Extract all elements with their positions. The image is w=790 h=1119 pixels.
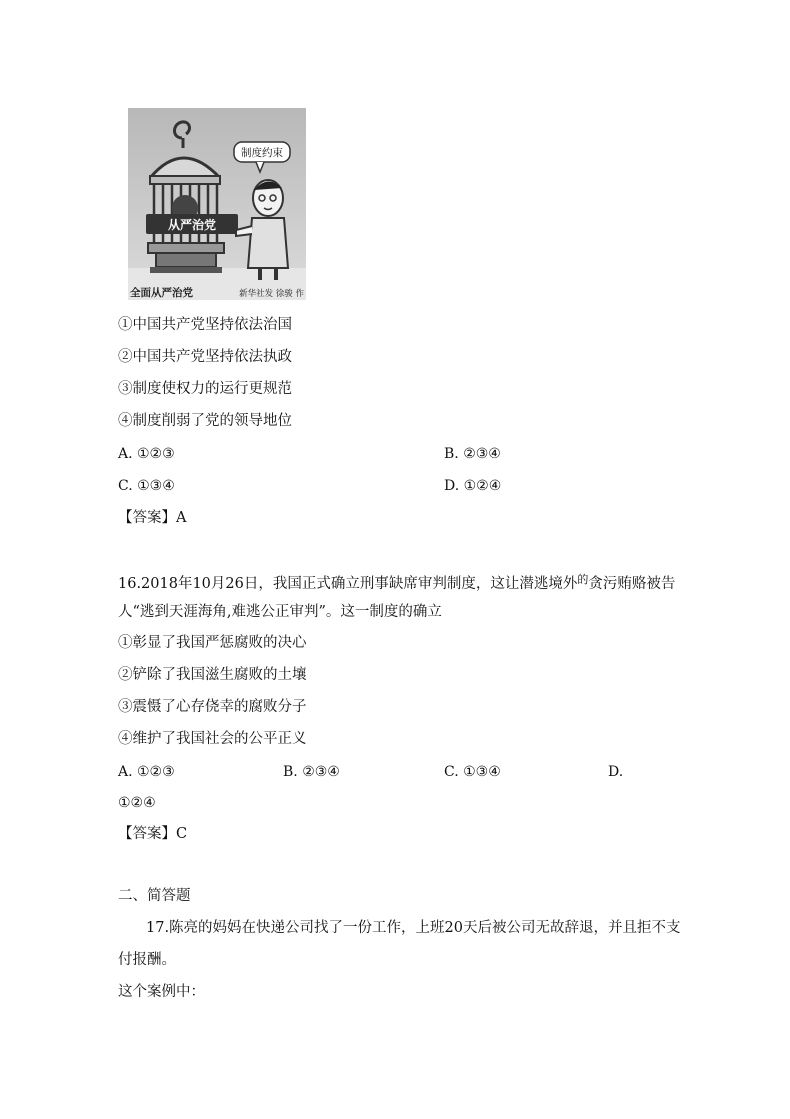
q16-option-a: A. ①②③: [118, 764, 175, 780]
q15-option-d: D. ①②④: [444, 478, 502, 494]
q16-statement-2: ②铲除了我国滋生腐败的土壤: [118, 667, 307, 683]
cartoon-credit: 新华社发 徐骏 作: [239, 289, 304, 299]
q16-statement-3: ③震慑了心存侥幸的腐败分子: [118, 699, 307, 715]
q15-statement-3: ③制度使权力的运行更规范: [118, 381, 292, 397]
q15-statement-2: ②中国共产党坚持依法执政: [118, 349, 292, 365]
q16-option-d-wrap: ①②④: [118, 795, 156, 811]
q16-stem-part-b: 贪污贿赂被告: [588, 576, 676, 592]
q16-statement-1: ①彰显了我国严惩腐败的决心: [118, 635, 307, 651]
q16-stem-superscript: 的: [577, 573, 589, 586]
q15-option-a: A. ①②③: [118, 446, 175, 462]
section-heading: 二、简答题: [118, 888, 191, 904]
cartoon-plaque-text: 从严治党: [167, 218, 217, 232]
cartoon-bubble-text: 制度约束: [241, 147, 283, 159]
q15-option-b: B. ②③④: [444, 446, 501, 462]
cartoon-illustration: [128, 108, 306, 300]
q16-answer: 【答案】C: [118, 826, 188, 842]
q16-option-c: C. ①③④: [444, 764, 501, 780]
q15-answer: 【答案】A: [118, 510, 187, 526]
q16-statement-4: ④维护了我国社会的公平正义: [118, 731, 307, 747]
q17-line1: 17.陈亮的妈妈在快递公司找了一份工作，上班20天后被公司无故辞退，并且拒不支: [146, 920, 681, 936]
q15-option-c: C. ①③④: [118, 478, 175, 494]
q16-stem-line2: 人“逃到天涯海角,难逃公正审判”。这一制度的确立: [118, 604, 442, 620]
q17-line2: 付报酬。: [118, 952, 176, 968]
q16-option-b: B. ②③④: [283, 764, 340, 780]
cartoon-caption: 全面从严治党: [130, 287, 193, 299]
q16-option-d: D.: [608, 764, 624, 780]
q15-statement-4: ④制度削弱了党的领导地位: [118, 413, 292, 429]
q16-stem-line1: [118, 570, 675, 594]
q15-statement-1: ①中国共产党坚持依法治国: [118, 317, 292, 333]
q17-line3: 这个案例中：: [118, 984, 205, 1000]
q16-stem-part-a: 16.2018年10月26日，我国正式确立刑事缺席审判制度，这让潜逃境外: [118, 576, 578, 592]
